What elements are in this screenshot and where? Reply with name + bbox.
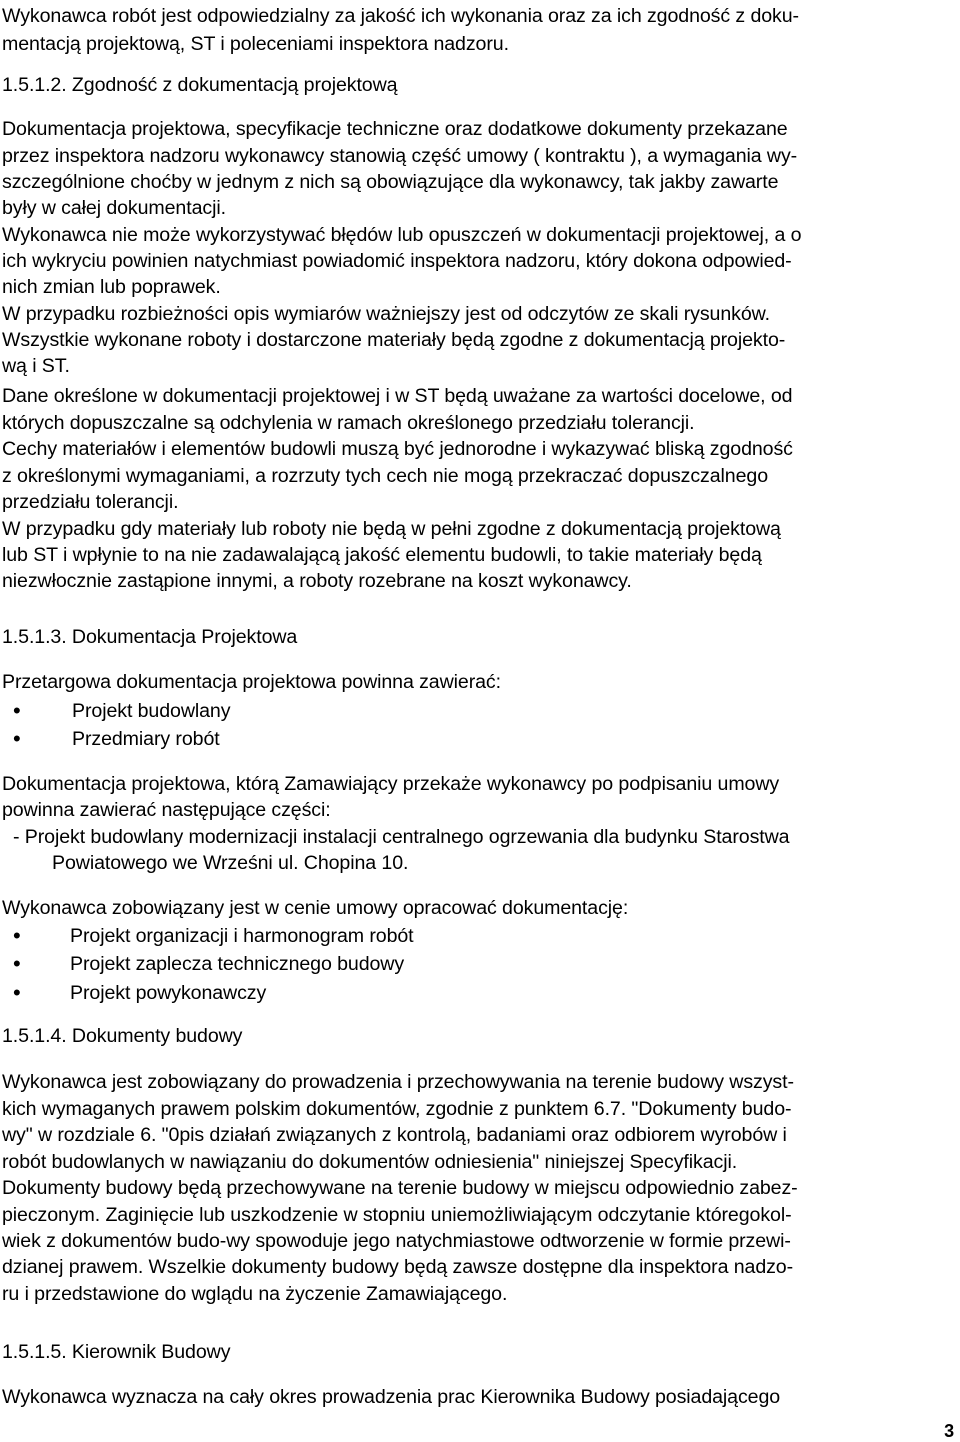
paragraph-line: Wykonawca jest zobowiązany do prowadzenia i przechowywania na terenie budowy wszyst- (2, 1071, 794, 1093)
page-number: 3 (944, 1421, 954, 1441)
section-heading: 1.5.1.3. Dokumentacja Projektowa (2, 626, 298, 648)
paragraph-line: Wykonawca zobowiązany jest w cenie umowy opracować dokumentację: (2, 897, 629, 919)
paragraph-line: Wszystkie wykonane roboty i dostarczone materiały będą zgodne z dokumentacją projekto- (2, 329, 786, 351)
paragraph-line: były w całej dokumentacji. (2, 197, 226, 219)
paragraph-line: Przetargowa dokumentacja projektowa powinna zawierać: (2, 671, 501, 693)
list-item: Projekt zaplecza technicznego budowy (70, 953, 405, 975)
list-item: Projekt budowlany (72, 700, 231, 722)
paragraph-line: kich wymaganych prawem polskim dokumentów, zgodnie z punktem 6.7. "Dokumenty budo- (2, 1098, 792, 1120)
paragraph-line: Dokumentacja projektowa, którą Zamawiający przekaże wykonawcy po podpisaniu umowy (2, 773, 780, 795)
paragraph-line: niezwłocznie zastąpione innymi, a roboty rozebrane na koszt wykonawcy. (2, 570, 632, 592)
paragraph-line: Wykonawca nie może wykorzystywać błędów lub opuszczeń w dokumentacji projektowej, a o (2, 224, 802, 246)
paragraph-line: ru i przedstawione do wglądu na życzenie Zamawiającego. (2, 1283, 508, 1305)
paragraph-line: z określonymi wymaganiami, a rozrzuty tych cech nie mogą przekraczać dopuszczalnego (2, 465, 768, 487)
section-heading: 1.5.1.2. Zgodność z dokumentacją projektową (2, 74, 398, 96)
paragraph-line: Dokumenty budowy będą przechowywane na terenie budowy w miejscu odpowiednio zabez- (2, 1177, 798, 1199)
bullet-icon: • (13, 923, 21, 948)
section-heading: 1.5.1.4. Dokumenty budowy (2, 1025, 243, 1047)
bullet-icon: • (13, 980, 21, 1005)
list-item: Projekt powykonawczy (70, 982, 267, 1004)
paragraph-line: W przypadku rozbieżności opis wymiarów ważniejszy jest od odczytów ze skali rysunków. (2, 303, 770, 325)
paragraph-line: przedziału tolerancji. (2, 491, 179, 513)
paragraph-line: Wykonawca wyznacza na cały okres prowadzenia prac Kierownika Budowy posiadającego (2, 1386, 781, 1408)
paragraph-line: wiek z dokumentów budo-wy spowoduje jego natychmiastowe odtworzenie w formie przewi- (2, 1230, 791, 1252)
paragraph-line: wy" w rozdziale 6. "0pis działań związanych z kontrolą, badaniami oraz odbiorem wyrobów i (2, 1124, 787, 1146)
paragraph-line: Cechy materiałów i elementów budowli muszą być jednorodne i wykazywać bliską zgodność (2, 438, 793, 460)
paragraph-line: powinna zawierać następujące części: (2, 799, 331, 821)
paragraph-line: W przypadku gdy materiały lub roboty nie będą w pełni zgodne z dokumentacją projektową (2, 518, 781, 540)
paragraph-line: Dokumentacja projektowa, specyfikacje techniczne oraz dodatkowe dokumenty przekazane (2, 118, 788, 140)
paragraph-line: nich zmian lub poprawek. (2, 276, 221, 298)
bullet-icon: • (13, 698, 21, 723)
dash-list-item: - Projekt budowlany modernizacji instalacji centralnego ogrzewania dla budynku Starostwa (13, 826, 790, 848)
bullet-icon: • (13, 951, 21, 976)
paragraph-line: robót budowlanych w nawiązaniu do dokumentów odniesienia" niniejszej Specyfikacji. (2, 1151, 738, 1173)
paragraph-line: lub ST i wpłynie to na nie zadawalającą jakość elementu budowli, to takie materiały będą (2, 544, 762, 566)
intro-line: Wykonawca robót jest odpowiedzialny za jakość ich wykonania oraz za ich zgodność z doku- (2, 5, 799, 27)
paragraph-line: wą i ST. (2, 355, 70, 377)
paragraph-line: których dopuszczalne są odchylenia w ramach określonego przedziału tolerancji. (2, 412, 695, 434)
paragraph-line: Dane określone w dokumentacji projektowej i w ST będą uważane za wartości docelowe, od (2, 385, 793, 407)
intro-line: mentacją projektową, ST i poleceniami inspektora nadzoru. (2, 33, 509, 55)
paragraph-line: dzianej prawem. Wszelkie dokumenty budowy będą zawsze dostępne dla inspektora nadzo- (2, 1256, 794, 1278)
paragraph-line: pieczonym. Zaginięcie lub uszkodzenie w stopniu uniemożliwiającym odczytanie któregokol- (2, 1204, 792, 1226)
paragraph-line: szczególnione choćby w jednym z nich są obowiązujące dla wykonawcy, tak jakby zawarte (2, 171, 779, 193)
list-item: Przedmiary robót (72, 728, 220, 750)
bullet-icon: • (13, 726, 21, 751)
section-heading: 1.5.1.5. Kierownik Budowy (2, 1341, 231, 1363)
paragraph-line: przez inspektora nadzoru wykonawcy stanowią część umowy ( kontraktu ), a wymagania wy- (2, 145, 798, 167)
dash-list-item-continuation: Powiatowego we Wrześni ul. Chopina 10. (52, 852, 409, 874)
list-item: Projekt organizacji i harmonogram robót (70, 925, 414, 947)
paragraph-line: ich wykryciu powinien natychmiast powiadomić inspektora nadzoru, który dokona odpowied- (2, 250, 792, 272)
